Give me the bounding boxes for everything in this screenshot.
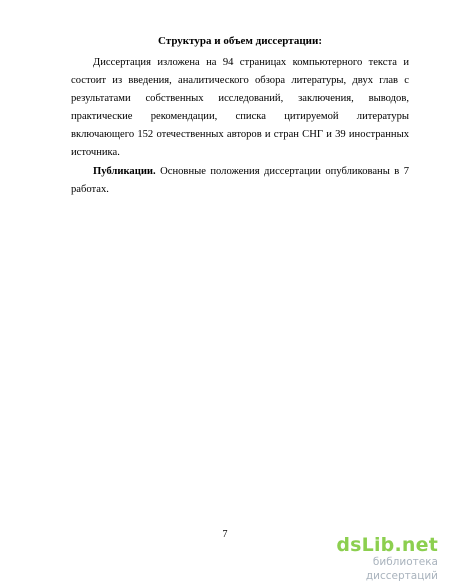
paragraph-publications: [71, 163, 409, 199]
section-title: Структура и объем диссертации:: [158, 35, 322, 47]
paragraph-structure: Диссертация изложена на 94 страницах компьютерного текста и состоит из введения, аналитического обзора литературы, двух глав с результатами собственных исследований, заключения, выводов, практические рекомендации, списка цитируемой литературы включающего 152 отечественных авторов и стран СНГ и 39 иностранных источника.: [71, 57, 409, 158]
publications-label: Публикации.: [93, 166, 156, 177]
watermark-logo: dsLib.net: [336, 534, 438, 556]
page-number: 7: [222, 529, 228, 540]
page-content: [71, 34, 409, 199]
watermark: [298, 535, 438, 583]
publications-text: Основные положения диссертации опубликованы в 7 работах.: [71, 166, 409, 195]
watermark-subtitle: библиотека диссертаций: [365, 556, 438, 582]
